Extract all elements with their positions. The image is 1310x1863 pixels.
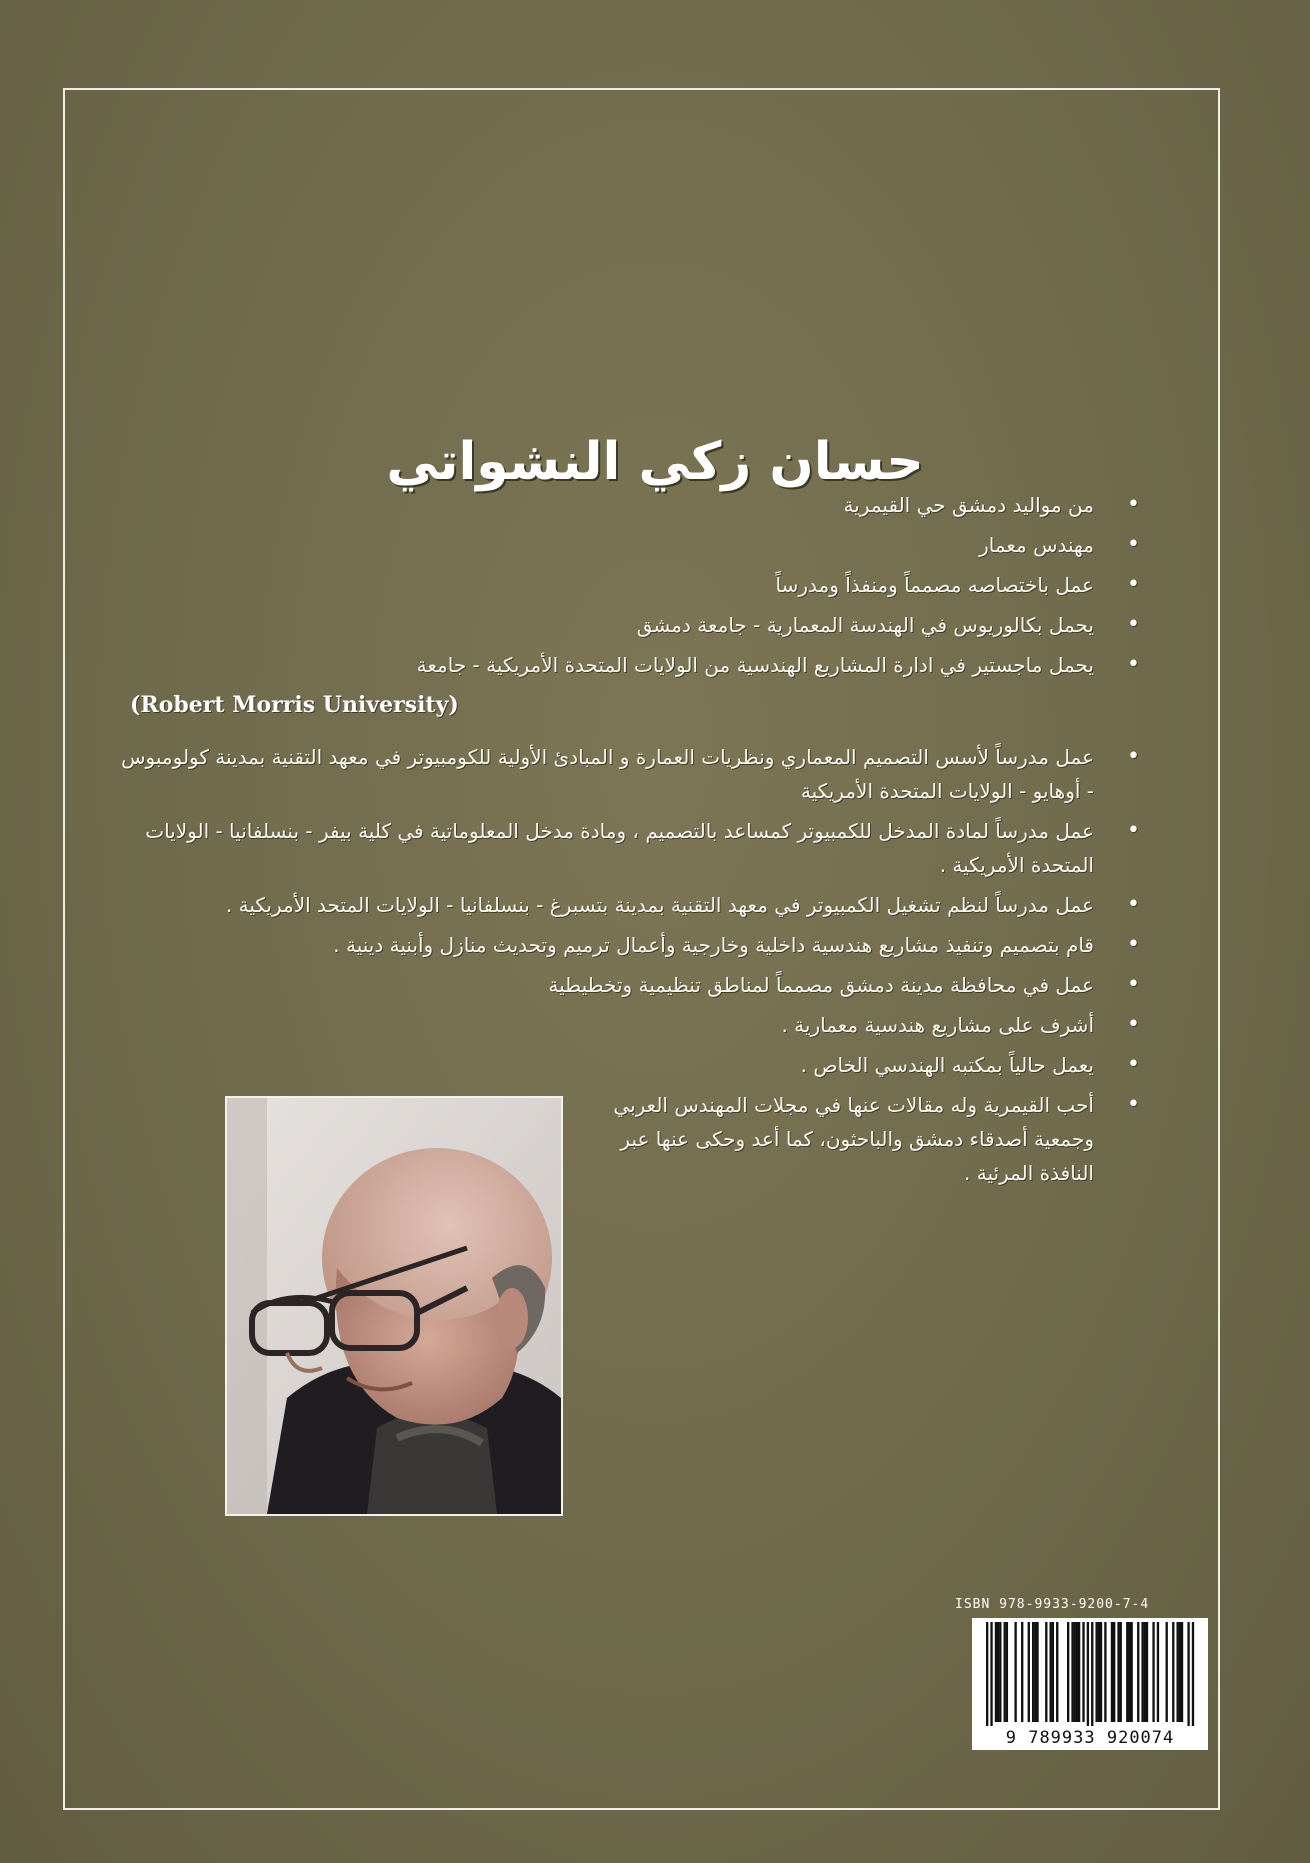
barcode-bar [1032, 1622, 1034, 1722]
barcode-bar [1049, 1622, 1051, 1722]
barcode-bar [1074, 1622, 1076, 1722]
barcode-bar [997, 1622, 999, 1722]
barcode-bar [1128, 1622, 1130, 1722]
barcode-digits: 9 789933 920074 [972, 1726, 1208, 1750]
barcode-bar [1087, 1622, 1089, 1726]
barcode-bar [986, 1622, 988, 1726]
bio-item: • عمل في محافظة مدينة دمشق مصمماً لمناطق تنظيمية وتخطيطية [120, 968, 1150, 1002]
author-portrait-image [227, 1098, 561, 1514]
bio-list-career [120, 740, 1150, 1082]
barcode-bar [1091, 1622, 1093, 1726]
bio-item: • أشرف على مشاريع هندسية معمارية . [120, 1008, 1150, 1042]
bio-item: • من مواليد دمشق حي القيمرية [120, 488, 1150, 522]
bio-item: • يحمل بكالوريوس في الهندسة المعمارية - جامعة دمشق [120, 608, 1150, 642]
barcode-bar [995, 1622, 997, 1722]
bio-list-education [120, 488, 1150, 682]
bio-item: • عمل مدرساً لأسس التصميم المعماري ونظريات العمارة و المبادئ الأولية للكومبيوتر في معهد التقنية بمدينة كولومبوس - أوهايو - الولايات المتحدة الأمريكية [120, 740, 1150, 808]
barcode-bar [1111, 1622, 1113, 1722]
barcode-bar [1056, 1622, 1058, 1722]
author-name-title: حسان زكي النشواتي [386, 431, 924, 492]
barcode-bar [1004, 1622, 1006, 1722]
barcode-bar [1166, 1622, 1168, 1722]
barcode-bar [1146, 1622, 1148, 1722]
bio-section-qaymariyya [575, 1088, 1150, 1196]
barcode-bar [1137, 1622, 1139, 1722]
barcode-bar [1144, 1622, 1146, 1722]
bio-section-career [120, 740, 1150, 1088]
isbn-label: ISBN 978-9933-9200-7-4 [955, 1597, 1150, 1612]
barcode-bar [1117, 1622, 1119, 1722]
barcode-bar [1172, 1622, 1174, 1722]
barcode-bar [1192, 1622, 1194, 1726]
barcode-bar [1052, 1622, 1054, 1722]
barcode-bar [1104, 1622, 1106, 1722]
barcode-bar [1034, 1622, 1036, 1722]
bio-item: • عمل مدرساً لنظم تشغيل الكمبيوتر في معهد التقنية بمدينة بتسبرغ - بنسلفانيا - الولايات المتحد الأمريكية . [120, 888, 1150, 922]
bio-list-qaymariyya [575, 1088, 1150, 1190]
barcode-bar [1014, 1622, 1016, 1722]
barcode-bar [1187, 1622, 1189, 1726]
barcode-bar [1076, 1622, 1078, 1722]
barcode-bar [1126, 1622, 1128, 1722]
barcode-bar [1179, 1622, 1181, 1722]
bio-item: • أحب القيمرية وله مقالات عنها في مجلات المهندس العربي وجمعية أصدقاء دمشق والباحثون، كما أعد وحكى عنها عبر النافذة المرئية . [575, 1088, 1150, 1190]
barcode-bar [1152, 1622, 1154, 1722]
barcode-bar [1098, 1622, 1100, 1722]
barcode-bar [1181, 1622, 1183, 1722]
author-photo [225, 1096, 563, 1516]
bio-item: • يحمل ماجستير في ادارة المشاريع الهندسية من الولايات المتحدة الأمريكية - جامعة [120, 648, 1150, 682]
barcode-bar [1120, 1622, 1122, 1722]
isbn-barcode [972, 1618, 1208, 1726]
bio-item: • عمل مدرساً لمادة المدخل للكمبيوتر كمساعد بالتصميم ، ومادة مدخل المعلوماتية في كلية بيفر - بنسلفانيا - الولايات المتحدة الأمريكية . [120, 814, 1150, 882]
bio-item: • مهندس معمار [120, 528, 1150, 562]
barcode-bar [1113, 1622, 1115, 1722]
barcode-bar [1078, 1622, 1080, 1722]
barcode-bar [1176, 1622, 1178, 1722]
bio-item: • عمل باختصاصه مصمماً ومنفذاً ومدرساً [120, 568, 1150, 602]
barcode-bar [1071, 1622, 1073, 1722]
university-name-english: (Robert Morris University) [130, 692, 459, 718]
barcode-bar [1100, 1622, 1102, 1722]
bio-item: • يعمل حالياً بمكتبه الهندسي الخاص . [120, 1048, 1150, 1082]
barcode-bar [1141, 1622, 1143, 1722]
barcode-bars [972, 1618, 1208, 1726]
barcode-bar [1021, 1622, 1023, 1722]
bio-section-education [120, 488, 1150, 722]
barcode-bar [1028, 1622, 1030, 1722]
barcode-bar [1131, 1622, 1133, 1722]
bio-item: • قام بتصميم وتنفيذ مشاريع هندسية داخلية وخارجية وأعمال ترميم وتحديث منازل وأبنية دينية . [120, 928, 1150, 962]
barcode-bar [1157, 1622, 1159, 1722]
barcode-bar [1095, 1622, 1097, 1722]
barcode-bar [1067, 1622, 1069, 1722]
barcode-bar [1045, 1622, 1047, 1722]
barcode-bar [1036, 1622, 1038, 1722]
barcode-bar [999, 1622, 1001, 1722]
barcode-bar [1006, 1622, 1008, 1722]
barcode-bar [1082, 1622, 1084, 1722]
barcode-bar [990, 1622, 992, 1726]
